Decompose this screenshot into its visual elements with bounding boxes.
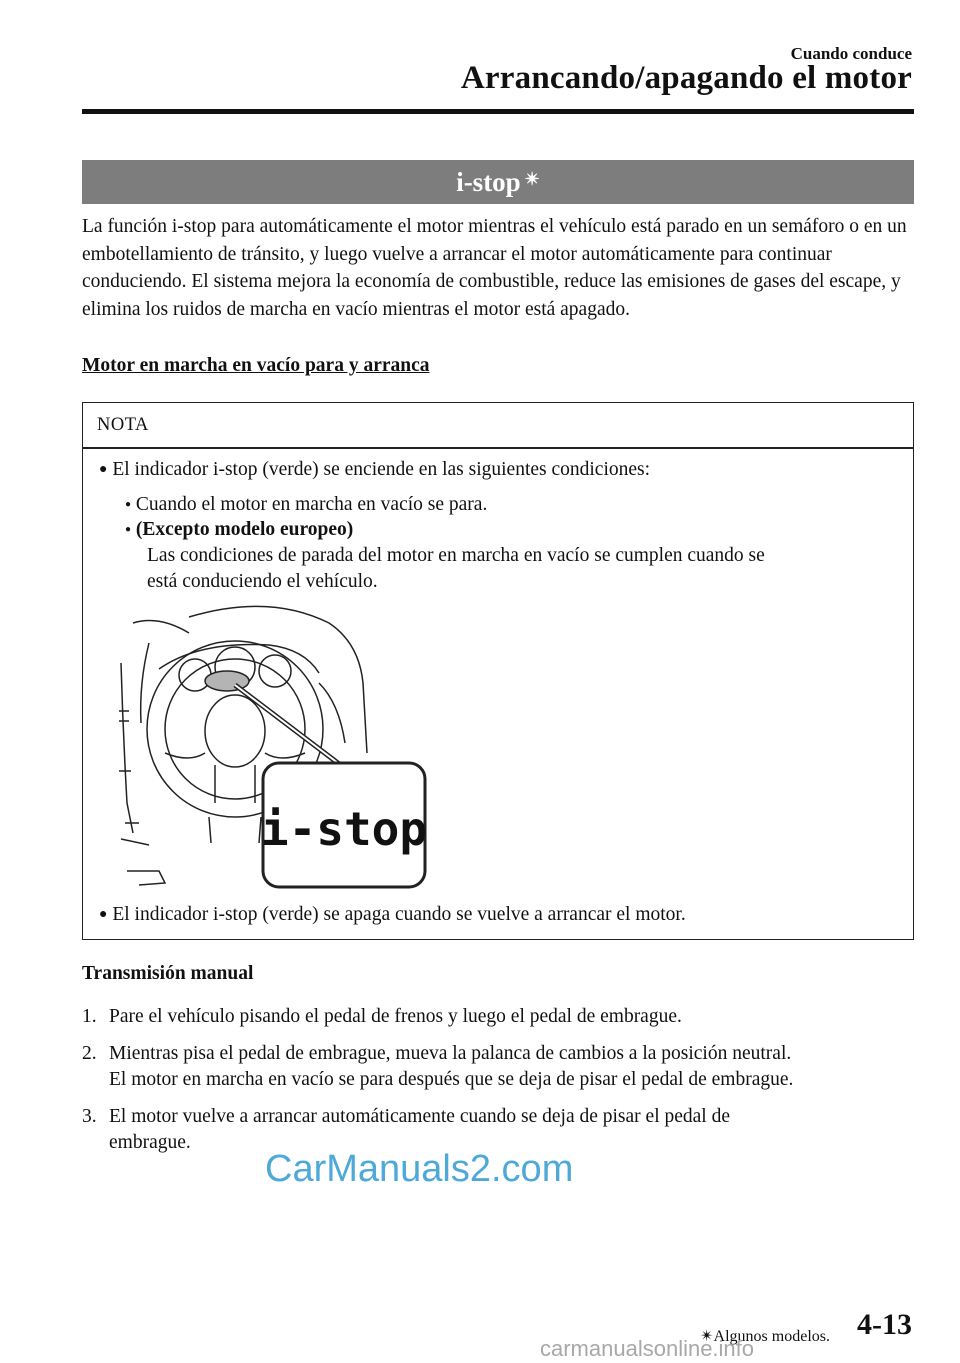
step-3-line-2: embrague. (109, 1132, 191, 1153)
step-number: 1. (82, 1006, 97, 1027)
manual-heading: Transmisión manual (82, 963, 254, 984)
step-number: 2. (82, 1043, 97, 1064)
note-sub-2 (125, 517, 895, 546)
section-title: i-stop (456, 167, 521, 197)
subheading: Motor en marcha en vacío para y arranca (82, 355, 430, 376)
note-label: NOTA (97, 415, 149, 435)
footnote: ✴Algunos modelos. (700, 1328, 830, 1345)
note-bullet-2-text: El indicador i-stop (verde) se apaga cuando se vuelve a arrancar el motor. (112, 904, 686, 925)
note-box (82, 402, 914, 940)
note-divider (83, 447, 913, 449)
star-icon: ✴ (524, 169, 540, 189)
step-2-line-1: Mientras pisa el pedal de embrague, mueva la palanca de cambios a la posición neutral. (109, 1043, 792, 1064)
intro-paragraph: La función i-stop para automáticamente el motor mientras el vehículo está parado en un semáforo o en un embotellamiento de tránsito, y luego vuelve a arrancar el motor automáticamente para continuar conduciendo. El sistema mejora la economía de combustible, reduce las emisiones de gases del escape, y elimina los ruidos de marcha en vacío mientras el motor está apagado. (82, 216, 907, 320)
bullet-icon: ● (99, 907, 108, 922)
sub-bullet-icon: ● (125, 499, 132, 510)
step-3-line-1: El motor vuelve a arrancar automáticamente cuando se deja de pisar el pedal de (109, 1106, 731, 1127)
note-bullet-1-text: El indicador i-stop (verde) se enciende en las siguientes condiciones: (112, 459, 651, 480)
watermark: CarManuals2.com (265, 1148, 574, 1190)
note-sub-2-title: (Excepto modelo europeo) (135, 519, 354, 540)
sub-bullet-icon: ● (125, 524, 132, 535)
istop-illustration (119, 603, 439, 893)
step-2-line-2: El motor en marcha en vacío se para después que se deja de pisar el pedal de embrague. (109, 1069, 794, 1090)
page-number: 4-13 (857, 1308, 912, 1341)
site-watermark: carmanualsonline.info (540, 1336, 755, 1361)
note-bullet-2 (99, 902, 899, 930)
header-rule (82, 109, 914, 114)
chapter-title: Cuando conduce (790, 44, 912, 63)
bullet-icon: ● (99, 462, 108, 477)
step-2 (82, 1041, 914, 1093)
step-number: 3. (82, 1106, 97, 1127)
step-1-text: Pare el vehículo pisando el pedal de frenos y luego el pedal de embrague. (109, 1006, 682, 1027)
note-sub-2-line-1: Las condiciones de parada del motor en marcha en vacío se cumplen cuando se (147, 545, 765, 566)
note-bullet-1 (99, 457, 899, 485)
section-banner (82, 160, 914, 204)
note-sub-1-text: Cuando el motor en marcha en vacío se para. (135, 494, 488, 515)
istop-callout-label: i-stop (260, 802, 428, 856)
note-sub-2-line-2: está conduciendo el vehículo. (147, 571, 378, 592)
step-1 (82, 1004, 914, 1030)
page-title: Arrancando/apagando el motor (460, 60, 912, 96)
